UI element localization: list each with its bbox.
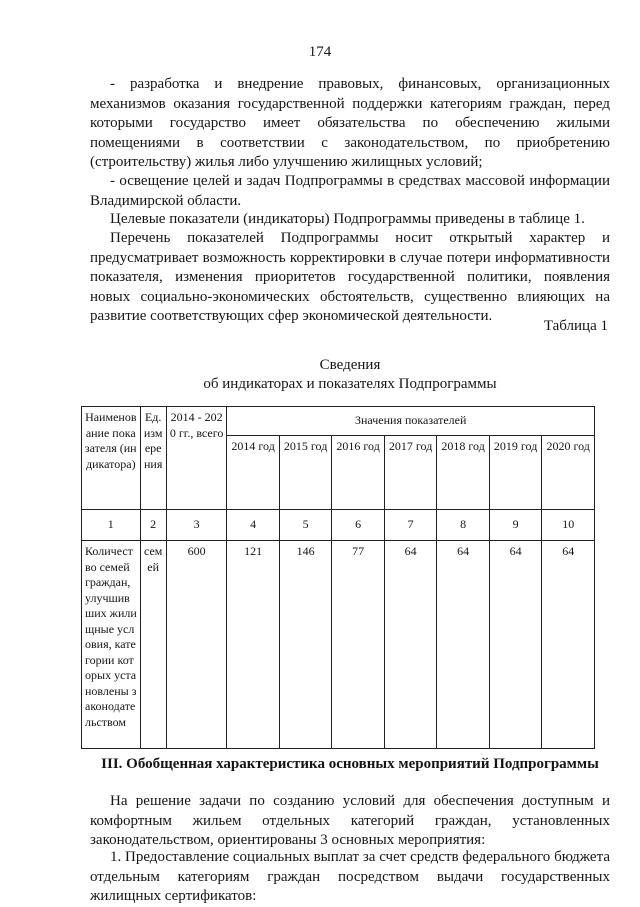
column-number: 7 [384, 510, 437, 541]
header-year: 2020 год [542, 436, 595, 510]
indicator-value: 64 [384, 541, 437, 749]
column-number: 9 [489, 510, 542, 541]
paragraph-legal-mechanisms: - разработка и внедрение правовых, финансовых, организационных механизмов оказания государственной поддержки категориям граждан, перед которыми государство имеет обязательства по обеспечению жилыми помещениями в соответствии с законодательством, по приобретению (строительству) жилья либо улучшению жилищных условий; [90, 76, 610, 170]
column-number: 4 [227, 510, 280, 541]
table-caption [90, 356, 610, 394]
header-year: 2019 год [489, 436, 542, 510]
paragraph-media-coverage: - освещение целей и задач Подпрограммы в средствах массовой информации Владимирской области. [90, 173, 610, 209]
paragraph-indicators-list: Перечень показателей Подпрограммы носит открытый характер и предусматривает возможность корректировки в случае потери информативности показателя, изменения приоритетов государственной политики, появления новых социально-экономических обстоятельств, существенно влияющих на развитие соответствующих сфер экономической деятельности. [90, 230, 610, 324]
table-caption-line1: Сведения [319, 357, 381, 373]
table-row [82, 541, 595, 749]
column-number: 5 [279, 510, 332, 541]
indicator-value: 64 [489, 541, 542, 749]
header-unit: Ед. измерения [140, 407, 166, 510]
column-number: 1 [82, 510, 141, 541]
section-paragraph-main-measures: На решение задачи по созданию условий для обеспечения доступным и комфортным жильем отдельных категорий граждан, установленных законодательством, ориентированы 3 основных мероприятия: [90, 793, 610, 848]
header-year: 2016 год [332, 436, 385, 510]
paragraph-indicators-ref: Целевые показатели (индикаторы) Подпрограммы приведены в таблице 1. [110, 211, 585, 227]
header-total: 2014 - 2020 гг., всего [166, 407, 227, 510]
table-header-row [82, 407, 595, 436]
header-year: 2015 год [279, 436, 332, 510]
table-caption-line2: об индикаторах и показателях Подпрограммы [203, 376, 497, 392]
header-year: 2018 год [437, 436, 490, 510]
header-name: Наименование показателя (индикатора) [82, 407, 141, 510]
page-number: 174 [308, 44, 332, 60]
indicator-value: 121 [227, 541, 280, 749]
indicator-value: 64 [437, 541, 490, 749]
indicator-name: Количество семей граждан, улучшивших жилищные условия, категории которых установлены законодательством [82, 541, 141, 749]
table-label: Таблица 1 [543, 318, 608, 334]
column-number: 10 [542, 510, 595, 541]
indicator-value: 77 [332, 541, 385, 749]
section-paragraph-measure-1: 1. Предоставление социальных выплат за счет средств федерального бюджета отдельным категориям граждан посредством выдачи государственных жилищных сертификатов: [90, 849, 610, 904]
header-values-group: Значения показателей [227, 407, 595, 436]
header-year: 2017 год [384, 436, 437, 510]
section-title: III. Обобщенная характеристика основных мероприятий Подпрограммы [101, 756, 599, 772]
indicators-table [81, 406, 595, 749]
indicator-unit: семей [140, 541, 166, 749]
indicator-total: 600 [166, 541, 227, 749]
column-number: 3 [166, 510, 227, 541]
header-year: 2014 год [227, 436, 280, 510]
indicator-value: 64 [542, 541, 595, 749]
column-number: 2 [140, 510, 166, 541]
column-number-row [82, 510, 595, 541]
indicator-value: 146 [279, 541, 332, 749]
column-number: 8 [437, 510, 490, 541]
column-number: 6 [332, 510, 385, 541]
